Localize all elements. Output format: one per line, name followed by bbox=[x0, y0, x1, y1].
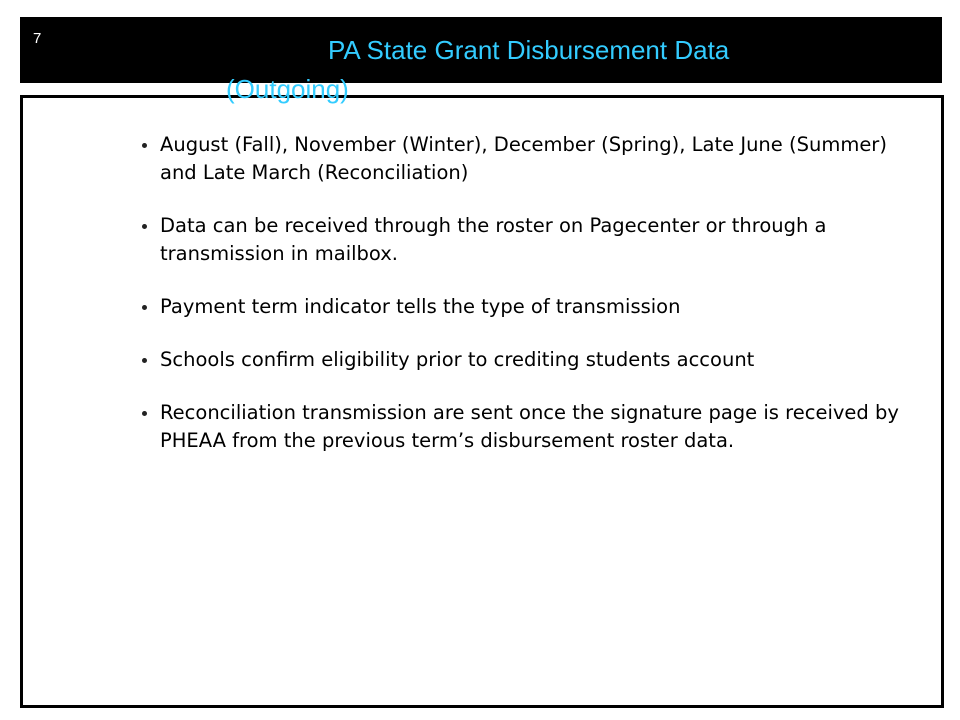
bullet-list bbox=[142, 131, 902, 480]
bullet-text: Schools confirm eligibility prior to crediting students account bbox=[160, 348, 755, 371]
bullet-icon bbox=[142, 143, 147, 148]
slide-title: PA State Grant Disbursement Data bbox=[328, 35, 730, 65]
bullet-icon bbox=[142, 305, 147, 310]
bullet-icon bbox=[142, 411, 147, 416]
slide-title-continuation: (Outgoing) bbox=[226, 74, 349, 104]
bullet-text: Data can be received through the roster on Pagecenter or through a transmission in mailbox. bbox=[160, 214, 827, 265]
bullet-icon bbox=[142, 224, 147, 229]
bullet-item bbox=[142, 346, 902, 374]
bullet-item bbox=[142, 293, 902, 321]
slide-number: 7 bbox=[33, 30, 42, 47]
bullet-text: August (Fall), November (Winter), December (Spring), Late June (Summer) and Late March (Reconciliation) bbox=[160, 133, 887, 184]
bullet-item bbox=[142, 131, 902, 187]
bullet-text: Payment term indicator tells the type of transmission bbox=[160, 295, 681, 318]
bullet-item bbox=[142, 212, 902, 268]
bullet-text: Reconciliation transmission are sent once the signature page is received by PHEAA from the previous term’s disbursement roster data. bbox=[160, 401, 899, 452]
bullet-icon bbox=[142, 358, 147, 363]
bullet-item bbox=[142, 399, 902, 455]
